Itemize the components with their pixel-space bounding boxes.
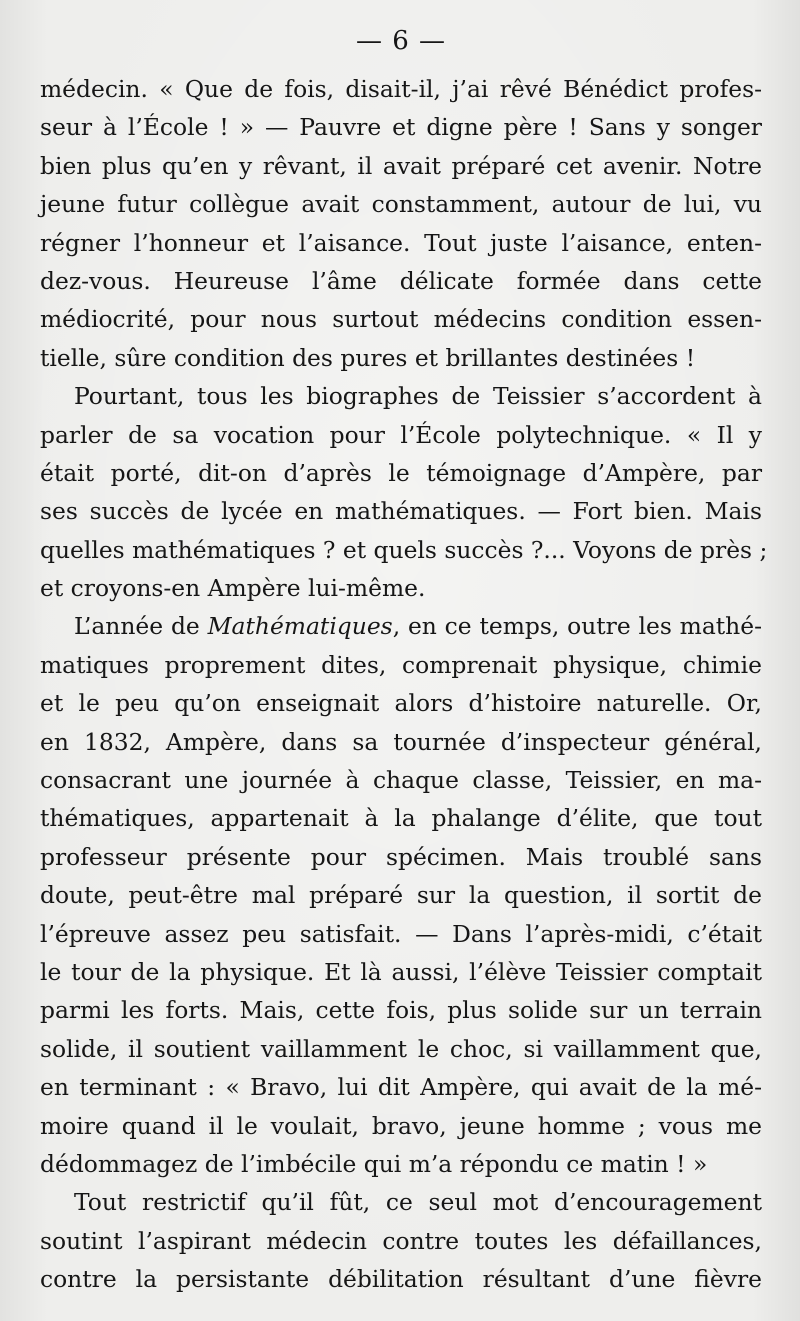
text-line: parmi les forts. Mais, cette fois, plus solide sur un terrain (40, 996, 762, 1025)
text-line: tielle, sûre condition des pures et brillantes destinées ! (40, 343, 696, 372)
text-line: l’épreuve assez peu satisfait. — Dans l’après-midi, c’était (40, 919, 762, 948)
text-line: ses succès de lycée en mathématiques. — Fort bien. Mais (40, 497, 762, 526)
page-number: — 6 — (355, 26, 447, 56)
text-line (40, 607, 762, 645)
text-line: régner l’honneur et l’aisance. Tout juste l’aisance, enten- (40, 228, 762, 257)
paragraph (40, 70, 762, 377)
text-line: médiocrité, pour nous surtout médecins condition essen- (40, 305, 762, 334)
text-line: dédommagez de l’imbécile qui m’a répondu ce matin ! » (40, 1149, 708, 1178)
text-line: soutint l’aspirant médecin contre toutes les défaillances, (40, 1226, 762, 1255)
text-line: contre la persistante débilitation résultant d’une fièvre (40, 1265, 762, 1294)
text-line: et croyons-en Ampère lui-même. (40, 574, 426, 603)
text-line: thématiques, appartenait à la phalange d’élite, que tout (40, 804, 762, 833)
text-line: était porté, dit-on d’après le témoignage d’Ampère, par (40, 458, 762, 487)
text-line: médecin. « Que de fois, disait-il, j’ai rêvé Bénédict profes- (40, 75, 762, 103)
text-line: moire quand il le voulait, bravo, jeune homme ; vous me (40, 1111, 762, 1140)
text-fragment: L’année de (74, 612, 208, 641)
paragraph (40, 607, 762, 1183)
text-line: le tour de la physique. Et là aussi, l’élève Teissier comptait (40, 957, 762, 986)
text-line: et le peu qu’on enseignait alors d’histoire naturelle. Or, (40, 689, 762, 718)
book-page (40, 0, 768, 1321)
text-line: seur à l’École ! » — Pauvre et digne père ! Sans y songer (40, 113, 762, 142)
body-text (40, 70, 768, 1299)
text-line: matiques proprement dites, comprenait physique, chimie (40, 650, 762, 679)
text-line: en 1832, Ampère, dans sa tournée d’inspecteur général, (40, 727, 762, 756)
text-line: Pourtant, tous les biographes de Teissier s’accordent à (74, 382, 762, 411)
text-line: dez-vous. Heureuse l’âme délicate formée dans cette (40, 266, 762, 295)
italic-term: Mathématiques (207, 612, 393, 641)
text-line: jeune futur collègue avait constamment, autour de lui, vu (40, 190, 762, 219)
text-line: consacrant une journée à chaque classe, Teissier, en ma- (40, 766, 762, 795)
text-line: quelles mathématiques ? et quels succès ?... Voyons de près ; (40, 535, 768, 564)
text-line: parler de sa vocation pour l’École polytechnique. « Il y (40, 420, 762, 449)
text-line: bien plus qu’en y rêvant, il avait préparé cet avenir. Notre (40, 151, 762, 180)
text-line: Tout restrictif qu’il fût, ce seul mot d’encouragement (74, 1188, 762, 1217)
text-line: solide, il soutient vaillamment le choc, si vaillamment que, (40, 1034, 762, 1063)
text-line: en terminant : « Bravo, lui dit Ampère, qui avait de la mé- (40, 1073, 762, 1102)
text-line: doute, peut-être mal préparé sur la question, il sortit de (40, 881, 762, 910)
paragraph (40, 1183, 762, 1298)
text-line: professeur présente pour spécimen. Mais troublé sans (40, 842, 762, 871)
paragraph (40, 377, 768, 607)
text-fragment: , en ce temps, outre les mathé- (392, 612, 762, 641)
